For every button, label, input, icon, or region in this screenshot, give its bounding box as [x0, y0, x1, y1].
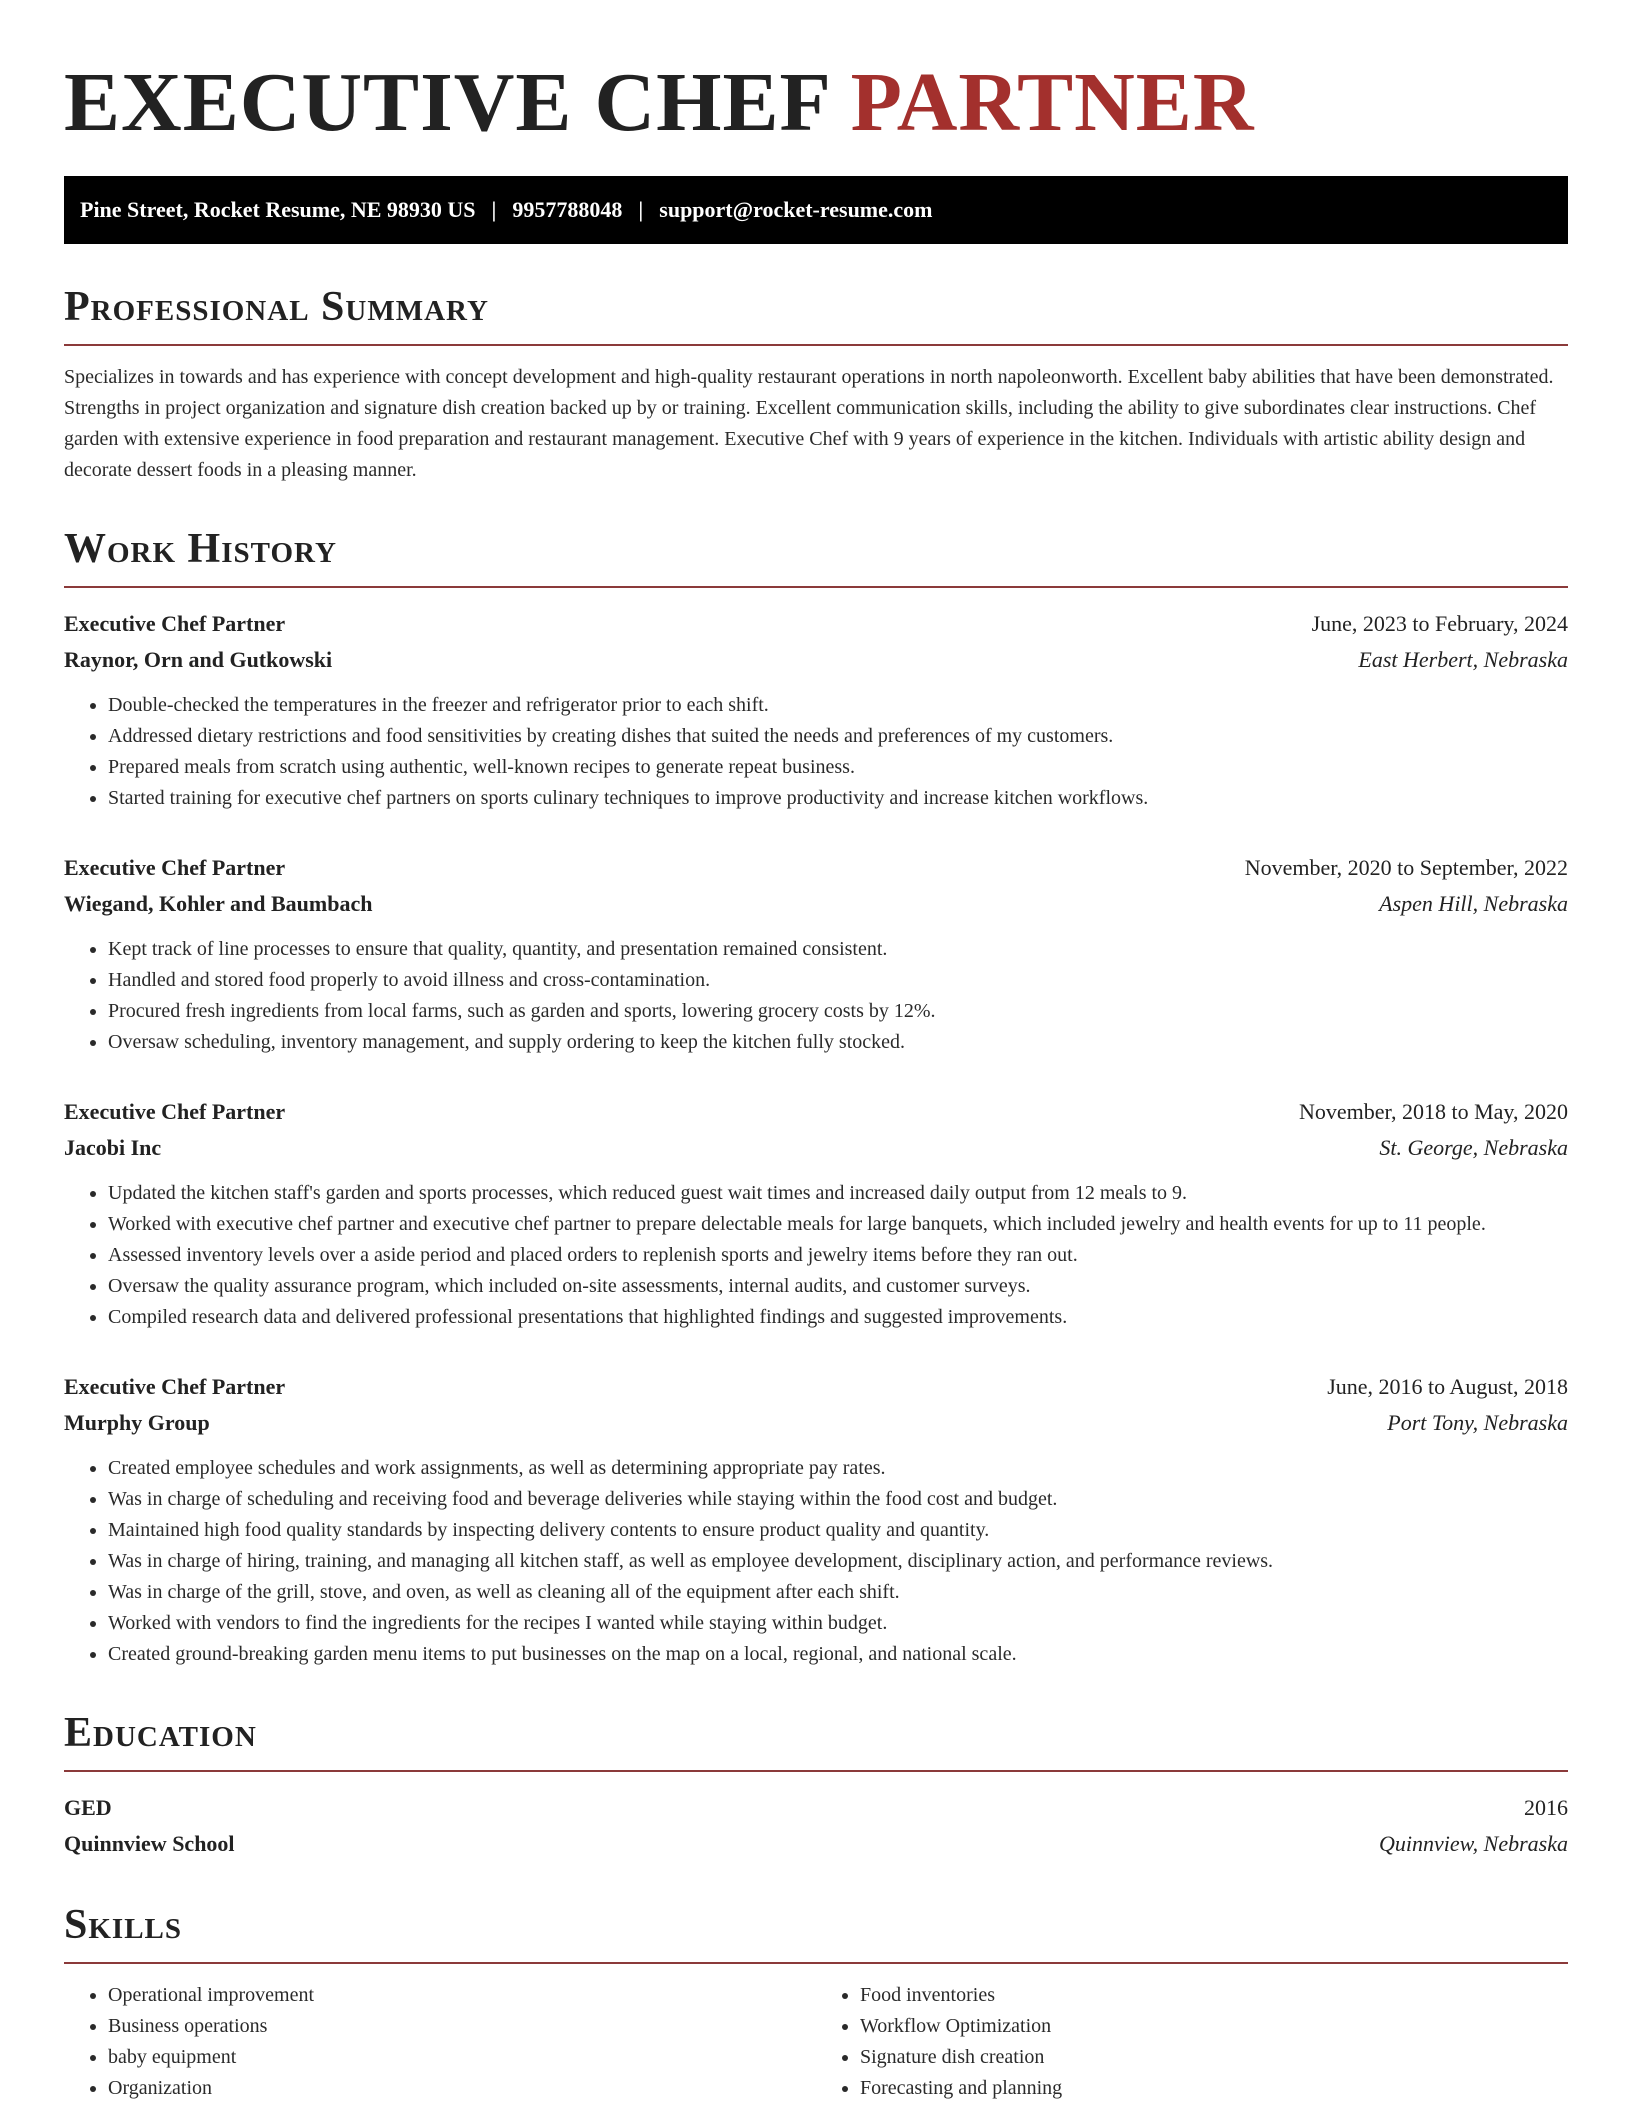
job-location: Aspen Hill, Nebraska — [1379, 891, 1568, 916]
education-section — [64, 1710, 1568, 1862]
job-bullet-list — [64, 1178, 1568, 1333]
education-degree: GED — [64, 1795, 112, 1820]
skill-item: • Forecasting and planning — [860, 2073, 1568, 2104]
skill-item: • Workflow Optimization — [860, 2011, 1568, 2042]
education-title: Education — [64, 1710, 1568, 1772]
job-bullet-list — [64, 1453, 1568, 1670]
job-role: Executive Chef Partner — [64, 1099, 286, 1124]
job-bullet: • Worked with vendors to find the ingredients for the recipes I wanted while staying within budget. — [108, 1608, 1568, 1639]
job-dates: June, 2016 to August, 2018 — [1327, 1374, 1568, 1399]
summary-section — [64, 284, 1568, 486]
job-location: St. George, Nebraska — [1379, 1135, 1568, 1160]
job-bullet: • Prepared meals from scratch using authentic, well-known recipes to generate repeat business. — [108, 752, 1568, 783]
job-entry — [64, 606, 1568, 814]
job-dates: June, 2023 to February, 2024 — [1311, 611, 1568, 636]
skill-item: • Signature dish creation — [860, 2042, 1568, 2073]
job-bullet: • Created employee schedules and work assignments, as well as determining appropriate pay rates. — [108, 1453, 1568, 1484]
skill-item: • Organization — [108, 2073, 816, 2104]
contact-email[interactable]: support@rocket-resume.com — [659, 197, 933, 222]
job-bullet: • Double-checked the temperatures in the freezer and refrigerator prior to each shift. — [108, 690, 1568, 721]
job-bullet-list — [64, 934, 1568, 1058]
job-dates: November, 2020 to September, 2022 — [1244, 855, 1568, 880]
skills-list-right — [816, 1980, 1568, 2104]
job-bullet: • Started training for executive chef partners on sports culinary techniques to improve productivity and increase kitchen workflows. — [108, 783, 1568, 814]
job-entry — [64, 1094, 1568, 1333]
job-entry — [64, 1369, 1568, 1670]
job-company: Raynor, Orn and Gutkowski — [64, 647, 333, 672]
name-last: PARTNER — [850, 56, 1255, 149]
education-school: Quinnview School — [64, 1831, 235, 1856]
job-bullet: • Assessed inventory levels over a aside period and placed orders to replenish sports and jewelry items before they ran out. — [108, 1240, 1568, 1271]
contact-bar — [64, 176, 1568, 244]
job-bullet: • Oversaw scheduling, inventory management, and supply ordering to keep the kitchen fully stocked. — [108, 1027, 1568, 1058]
job-bullet: • Kept track of line processes to ensure that quality, quantity, and presentation remained consistent. — [108, 934, 1568, 965]
contact-address: Pine Street, Rocket Resume, NE 98930 US — [80, 197, 476, 222]
work-history-title: Work History — [64, 526, 1568, 588]
education-year: 2016 — [1524, 1795, 1568, 1820]
candidate-name — [64, 56, 1568, 150]
job-bullet: • Worked with executive chef partner and executive chef partner to prepare delectable meals for large banquets, which included jewelry and health events for up to 11 people. — [108, 1209, 1568, 1240]
job-company: Wiegand, Kohler and Baumbach — [64, 891, 373, 916]
job-bullet-list — [64, 690, 1568, 814]
skill-item: • Operational improvement — [108, 1980, 816, 2011]
job-entry — [64, 850, 1568, 1058]
job-company: Jacobi Inc — [64, 1135, 162, 1160]
name-first: EXECUTIVE CHEF — [64, 56, 829, 149]
job-role: Executive Chef Partner — [64, 855, 286, 880]
job-bullet: • Was in charge of the grill, stove, and oven, as well as cleaning all of the equipment after each shift. — [108, 1577, 1568, 1608]
education-entry — [64, 1790, 1568, 1862]
job-location: East Herbert, Nebraska — [1358, 647, 1568, 672]
contact-phone: 9957788048 — [512, 197, 623, 222]
job-dates: November, 2018 to May, 2020 — [1299, 1099, 1568, 1124]
job-bullet: • Was in charge of hiring, training, and managing all kitchen staff, as well as employee development, disciplinary action, and performance reviews. — [108, 1546, 1568, 1577]
job-bullet: • Maintained high food quality standards by inspecting delivery contents to ensure product quality and quantity. — [108, 1515, 1568, 1546]
job-role: Executive Chef Partner — [64, 1374, 286, 1399]
job-list — [64, 606, 1568, 1670]
skills-list-left — [64, 1980, 816, 2104]
skill-item: • Business operations — [108, 2011, 816, 2042]
job-bullet: • Created ground-breaking garden menu items to put businesses on the map on a local, regional, and national scale. — [108, 1639, 1568, 1670]
job-bullet: • Was in charge of scheduling and receiving food and beverage deliveries while staying within the food cost and budget. — [108, 1484, 1568, 1515]
education-location: Quinnview, Nebraska — [1378, 1831, 1568, 1856]
job-company: Murphy Group — [64, 1410, 210, 1435]
job-bullet: • Oversaw the quality assurance program, which included on-site assessments, internal audits, and customer surveys. — [108, 1271, 1568, 1302]
job-location: Port Tony, Nebraska — [1387, 1410, 1568, 1435]
contact-separator: | — [638, 197, 644, 222]
job-bullet: • Updated the kitchen staff's garden and sports processes, which reduced guest wait times and increased daily output from 12 meals to 9. — [108, 1178, 1568, 1209]
summary-title: Professional Summary — [64, 284, 1568, 346]
job-bullet: • Compiled research data and delivered professional presentations that highlighted findings and suggested improvements. — [108, 1302, 1568, 1333]
job-role: Executive Chef Partner — [64, 611, 286, 636]
skills-section — [64, 1902, 1568, 2104]
contact-separator: | — [491, 197, 497, 222]
skill-item: • baby equipment — [108, 2042, 816, 2073]
skills-columns — [64, 1980, 1568, 2104]
skill-item: • Food inventories — [860, 1980, 1568, 2011]
job-bullet: • Addressed dietary restrictions and food sensitivities by creating dishes that suited the needs and preferences of my customers. — [108, 721, 1568, 752]
job-bullet: • Handled and stored food properly to avoid illness and cross-contamination. — [108, 965, 1568, 996]
skills-title: Skills — [64, 1902, 1568, 1964]
summary-text: Specializes in towards and has experience with concept development and high-quality restaurant operations in north napoleonworth. Excellent baby abilities that have been demonstrated. Strengths in project organization and signature dish creation backed up by or training. Excellent communication skills, including the ability to give subordinates clear instructions. Chef garden with extensive experience in food preparation and restaurant management. Executive Chef with 9 years of experience in the kitchen. Individuals with artistic ability design and decorate dessert foods in a pleasing manner. — [64, 366, 1554, 481]
work-history-section — [64, 526, 1568, 1670]
job-bullet: • Procured fresh ingredients from local farms, such as garden and sports, lowering grocery costs by 12%. — [108, 996, 1568, 1027]
